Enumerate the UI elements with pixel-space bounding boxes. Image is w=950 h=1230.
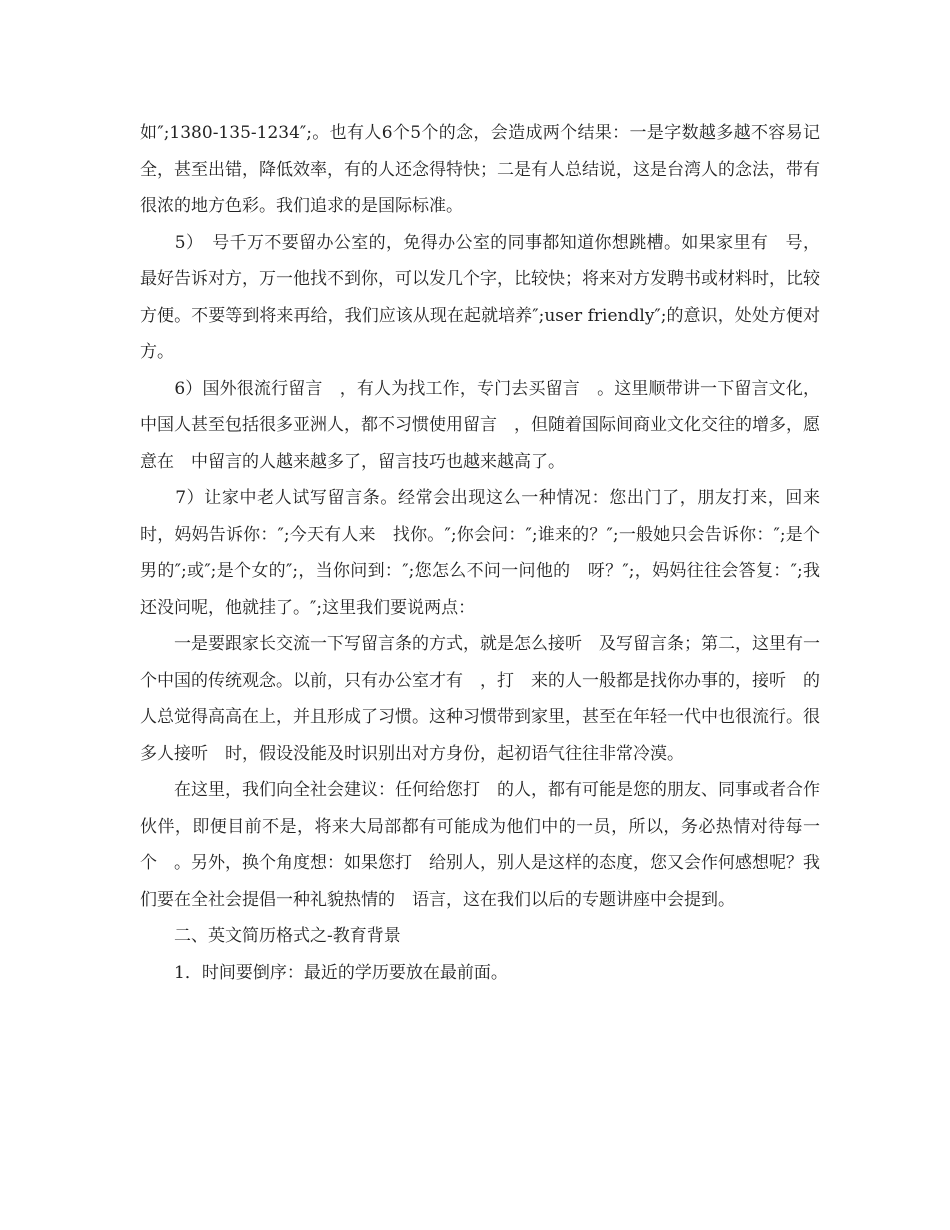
section-heading: 二、英文简历格式之-教育背景 xyxy=(140,926,401,946)
paragraph-2: 5） 号千万不要留办公室的，免得办公室的同事都知道你想跳槽。如果家里有 号，最好告诉对方，万一他找不到你，可以发几个字，比较快；将来对方发聘书或材料时，比较方便。不要等到将来再给，我们应该从现在起就培养″;user friendly″;的意识，处处方便对方。 xyxy=(140,232,820,362)
paragraph-3: 6）国外很流行留言 ，有人为找工作，专门去买留言 。这里顺带讲一下留言文化，中国人甚至包括很多亚洲人，都不习惯使用留言 ，但随着国际间商业文化交往的增多，愿意在 中留言的人越来越多了，留言技巧也越来越高了。 xyxy=(140,378,820,472)
paragraph-6: 在这里，我们向全社会建议：任何给您打 的人，都有可能是您的朋友、同事或者合作伙伴，即便目前不是，将来大局部都有可能成为他们中的一员，所以，务必热情对待每一个 。另外，换个角度想：如果您打 给别人，别人是这样的态度，您又会作何感想呢？我们要在全社会提倡一种礼貌热情的 语言，这在我们以后的专题讲座中会提到。 xyxy=(140,780,820,910)
list-item: 1．时间要倒序：最近的学历要放在最前面。 xyxy=(140,962,508,983)
paragraph-1: 如″;1380-135-1234″;。也有人6个5个的念，会造成两个结果：一是字数越多越不容易记全，甚至出错，降低效率，有的人还念得特快；二是有人总结说，这是台湾人的念法，带有很浓的地方色彩。我们追求的是国际标准。 xyxy=(140,123,820,216)
document-body xyxy=(140,115,820,991)
paragraph-4: 7）让家中老人试写留言条。经常会出现这么一种情况：您出门了，朋友打来，回来时，妈妈告诉你：″;今天有人来 找你。″;你会问：″;谁来的？″;一般她只会告诉你：″;是个男的″;或″;是个女的″;，当你问到：″;您怎么不问一问他的 呀？″;，妈妈往往会答复：″;我还没问呢，他就挂了。″;这里我们要说两点： xyxy=(140,488,820,618)
paragraph-5: 一是要跟家长交流一下写留言条的方式，就是怎么接听 及写留言条；第二，这里有一个中国的传统观念。以前，只有办公室才有 ，打 来的人一般都是找你办事的，接听 的人总觉得高高在上，并且形成了习惯。这种习惯带到家里，甚至在年轻一代中也很流行。很多人接听 时，假设没能及时识别出对方身份，起初语气往往非常冷漠。 xyxy=(140,634,820,764)
